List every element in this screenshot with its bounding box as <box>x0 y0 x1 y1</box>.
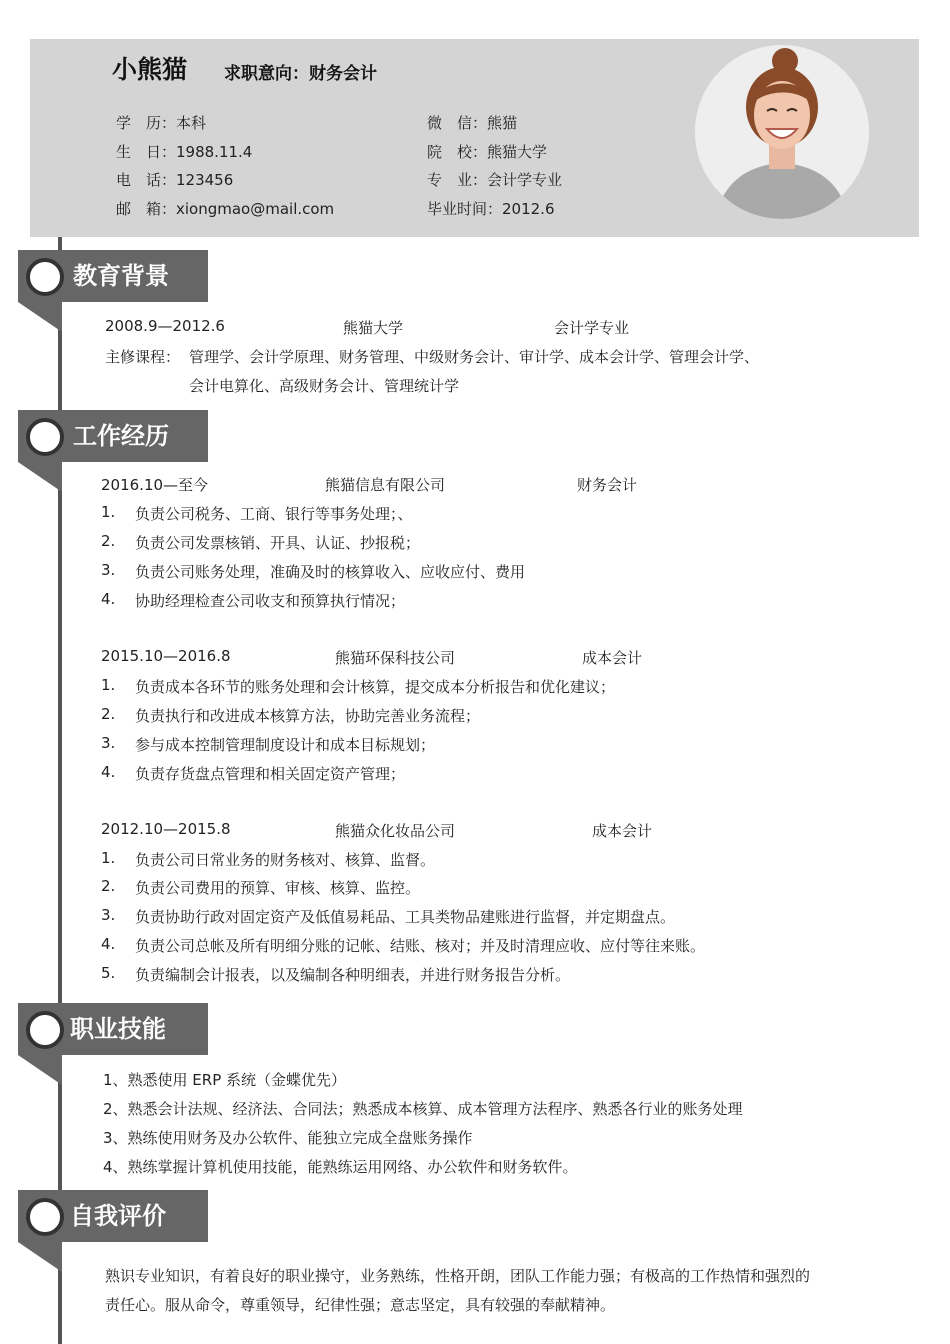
duty-number: 3. <box>101 906 116 924</box>
info-graduation: 毕业时间：2012.6 <box>427 200 555 218</box>
ribbon-fold <box>18 1242 62 1272</box>
section-header-work <box>18 410 213 510</box>
duty-number: 1. <box>101 503 116 521</box>
duty-number: 2. <box>101 532 116 550</box>
profile-photo <box>695 45 869 219</box>
timeline-node-icon <box>26 418 64 456</box>
ribbon-fold <box>18 462 62 492</box>
job-intent: 求职意向：财务会计 <box>224 64 377 84</box>
job-title: 财务会计 <box>577 476 638 494</box>
duty-number: 4. <box>101 763 116 781</box>
duty-item: 负责公司日常业务的财务核对、核算、监督。 <box>135 851 436 869</box>
duty-item: 负责协助行政对固定资产及低值易耗品、工具类物品建账进行监督，并定期盘点。 <box>135 908 676 926</box>
portrait-illustration <box>695 45 869 219</box>
duty-number: 3. <box>101 561 116 579</box>
job-period: 2015.10—2016.8 <box>101 647 231 665</box>
info-school: 院 校：熊猫大学 <box>427 143 548 161</box>
info-education: 学 历：本科 <box>116 114 207 132</box>
duty-item: 参与成本控制管理制度设计和成本目标规划； <box>135 736 436 754</box>
duty-item: 负责公司总帐及所有明细分账的记帐、结账、核对；并及时清理应收、应付等往来账。 <box>135 937 706 955</box>
skill-item: 1、熟悉使用 ERP 系统（金蝶优先） <box>103 1071 347 1089</box>
duty-item: 负责公司账务处理，准确及时的核算收入、应收应付、费用 <box>135 563 526 581</box>
edu-courses-line: 管理学、会计学原理、财务管理、中级财务会计、审计学、成本会计学、管理会计学、 <box>189 348 760 366</box>
duty-item: 负责公司发票核销、开具、认证、抄报税； <box>135 534 421 552</box>
self-eval-line: 责任心。服从命令，尊重领导，纪律性强；意志坚定，具有较强的奉献精神。 <box>105 1296 616 1314</box>
edu-major: 会计学专业 <box>554 319 630 337</box>
duty-number: 5. <box>101 964 116 982</box>
section-title: 职业技能 <box>70 1015 166 1043</box>
duty-item: 负责编制会计报表，以及编制各种明细表，并进行财务报告分析。 <box>135 966 571 984</box>
duty-item: 协助经理检查公司收支和预算执行情况； <box>135 592 406 610</box>
info-birthday: 生 日：1988.11.4 <box>116 143 253 161</box>
duty-number: 3. <box>101 734 116 752</box>
info-major: 专 业：会计学专业 <box>427 171 563 189</box>
edu-courses-line: 会计电算化、高级财务会计、管理统计学 <box>189 377 460 395</box>
duty-number: 1. <box>101 849 116 867</box>
self-eval-line: 熟识专业知识，有着良好的职业操守，业务熟练，性格开朗，团队工作能力强；有极高的工作热情和强烈的 <box>105 1267 811 1285</box>
info-wechat: 微 信：熊猫 <box>427 114 518 132</box>
duty-item: 负责执行和改进成本核算方法，协助完善业务流程； <box>135 707 481 725</box>
job-company: 熊猫信息有限公司 <box>325 476 446 494</box>
duty-number: 2. <box>101 877 116 895</box>
timeline-node-icon <box>26 1011 64 1049</box>
job-company: 熊猫环保科技公司 <box>335 649 456 667</box>
timeline-node-icon <box>26 258 64 296</box>
duty-item: 负责存货盘点管理和相关固定资产管理； <box>135 765 406 783</box>
section-title: 工作经历 <box>73 422 169 450</box>
edu-courses-label: 主修课程： <box>105 348 181 366</box>
job-period: 2012.10—2015.8 <box>101 820 231 838</box>
duty-item: 负责公司税务、工商、银行等事务处理；、 <box>135 505 413 523</box>
duty-item: 负责公司费用的预算、审核、核算、监控。 <box>135 879 421 897</box>
job-period: 2016.10—至今 <box>101 476 209 494</box>
timeline-line <box>58 237 62 1344</box>
skill-item: 4、熟练掌握计算机使用技能，能熟练运用网络、办公软件和财务软件。 <box>103 1158 578 1176</box>
job-title: 成本会计 <box>582 649 643 667</box>
section-title: 自我评价 <box>70 1202 166 1230</box>
info-email: 邮 箱：xiongmao@mail.com <box>116 200 335 218</box>
duty-number: 4. <box>101 590 116 608</box>
section-title: 教育背景 <box>73 262 169 290</box>
candidate-name: 小熊猫 <box>112 55 188 84</box>
duty-item: 负责成本各环节的账务处理和会计核算，提交成本分析报告和优化建议； <box>135 678 616 696</box>
job-title: 成本会计 <box>592 822 653 840</box>
timeline-node-icon <box>26 1198 64 1236</box>
duty-number: 2. <box>101 705 116 723</box>
job-company: 熊猫众化妆品公司 <box>335 822 456 840</box>
ribbon-fold <box>18 302 62 332</box>
info-phone: 电 话：123456 <box>116 171 234 189</box>
edu-period: 2008.9—2012.6 <box>105 317 225 335</box>
section-header-education <box>18 250 213 350</box>
skill-item: 3、熟练使用财务及办公软件、能独立完成全盘账务操作 <box>103 1129 473 1147</box>
duty-number: 1. <box>101 676 116 694</box>
duty-number: 4. <box>101 935 116 953</box>
edu-school: 熊猫大学 <box>343 319 404 337</box>
skill-item: 2、熟悉会计法规、经济法、合同法；熟悉成本核算、成本管理方法程序、熟悉各行业的账务处理 <box>103 1100 743 1118</box>
ribbon-fold <box>18 1055 62 1085</box>
